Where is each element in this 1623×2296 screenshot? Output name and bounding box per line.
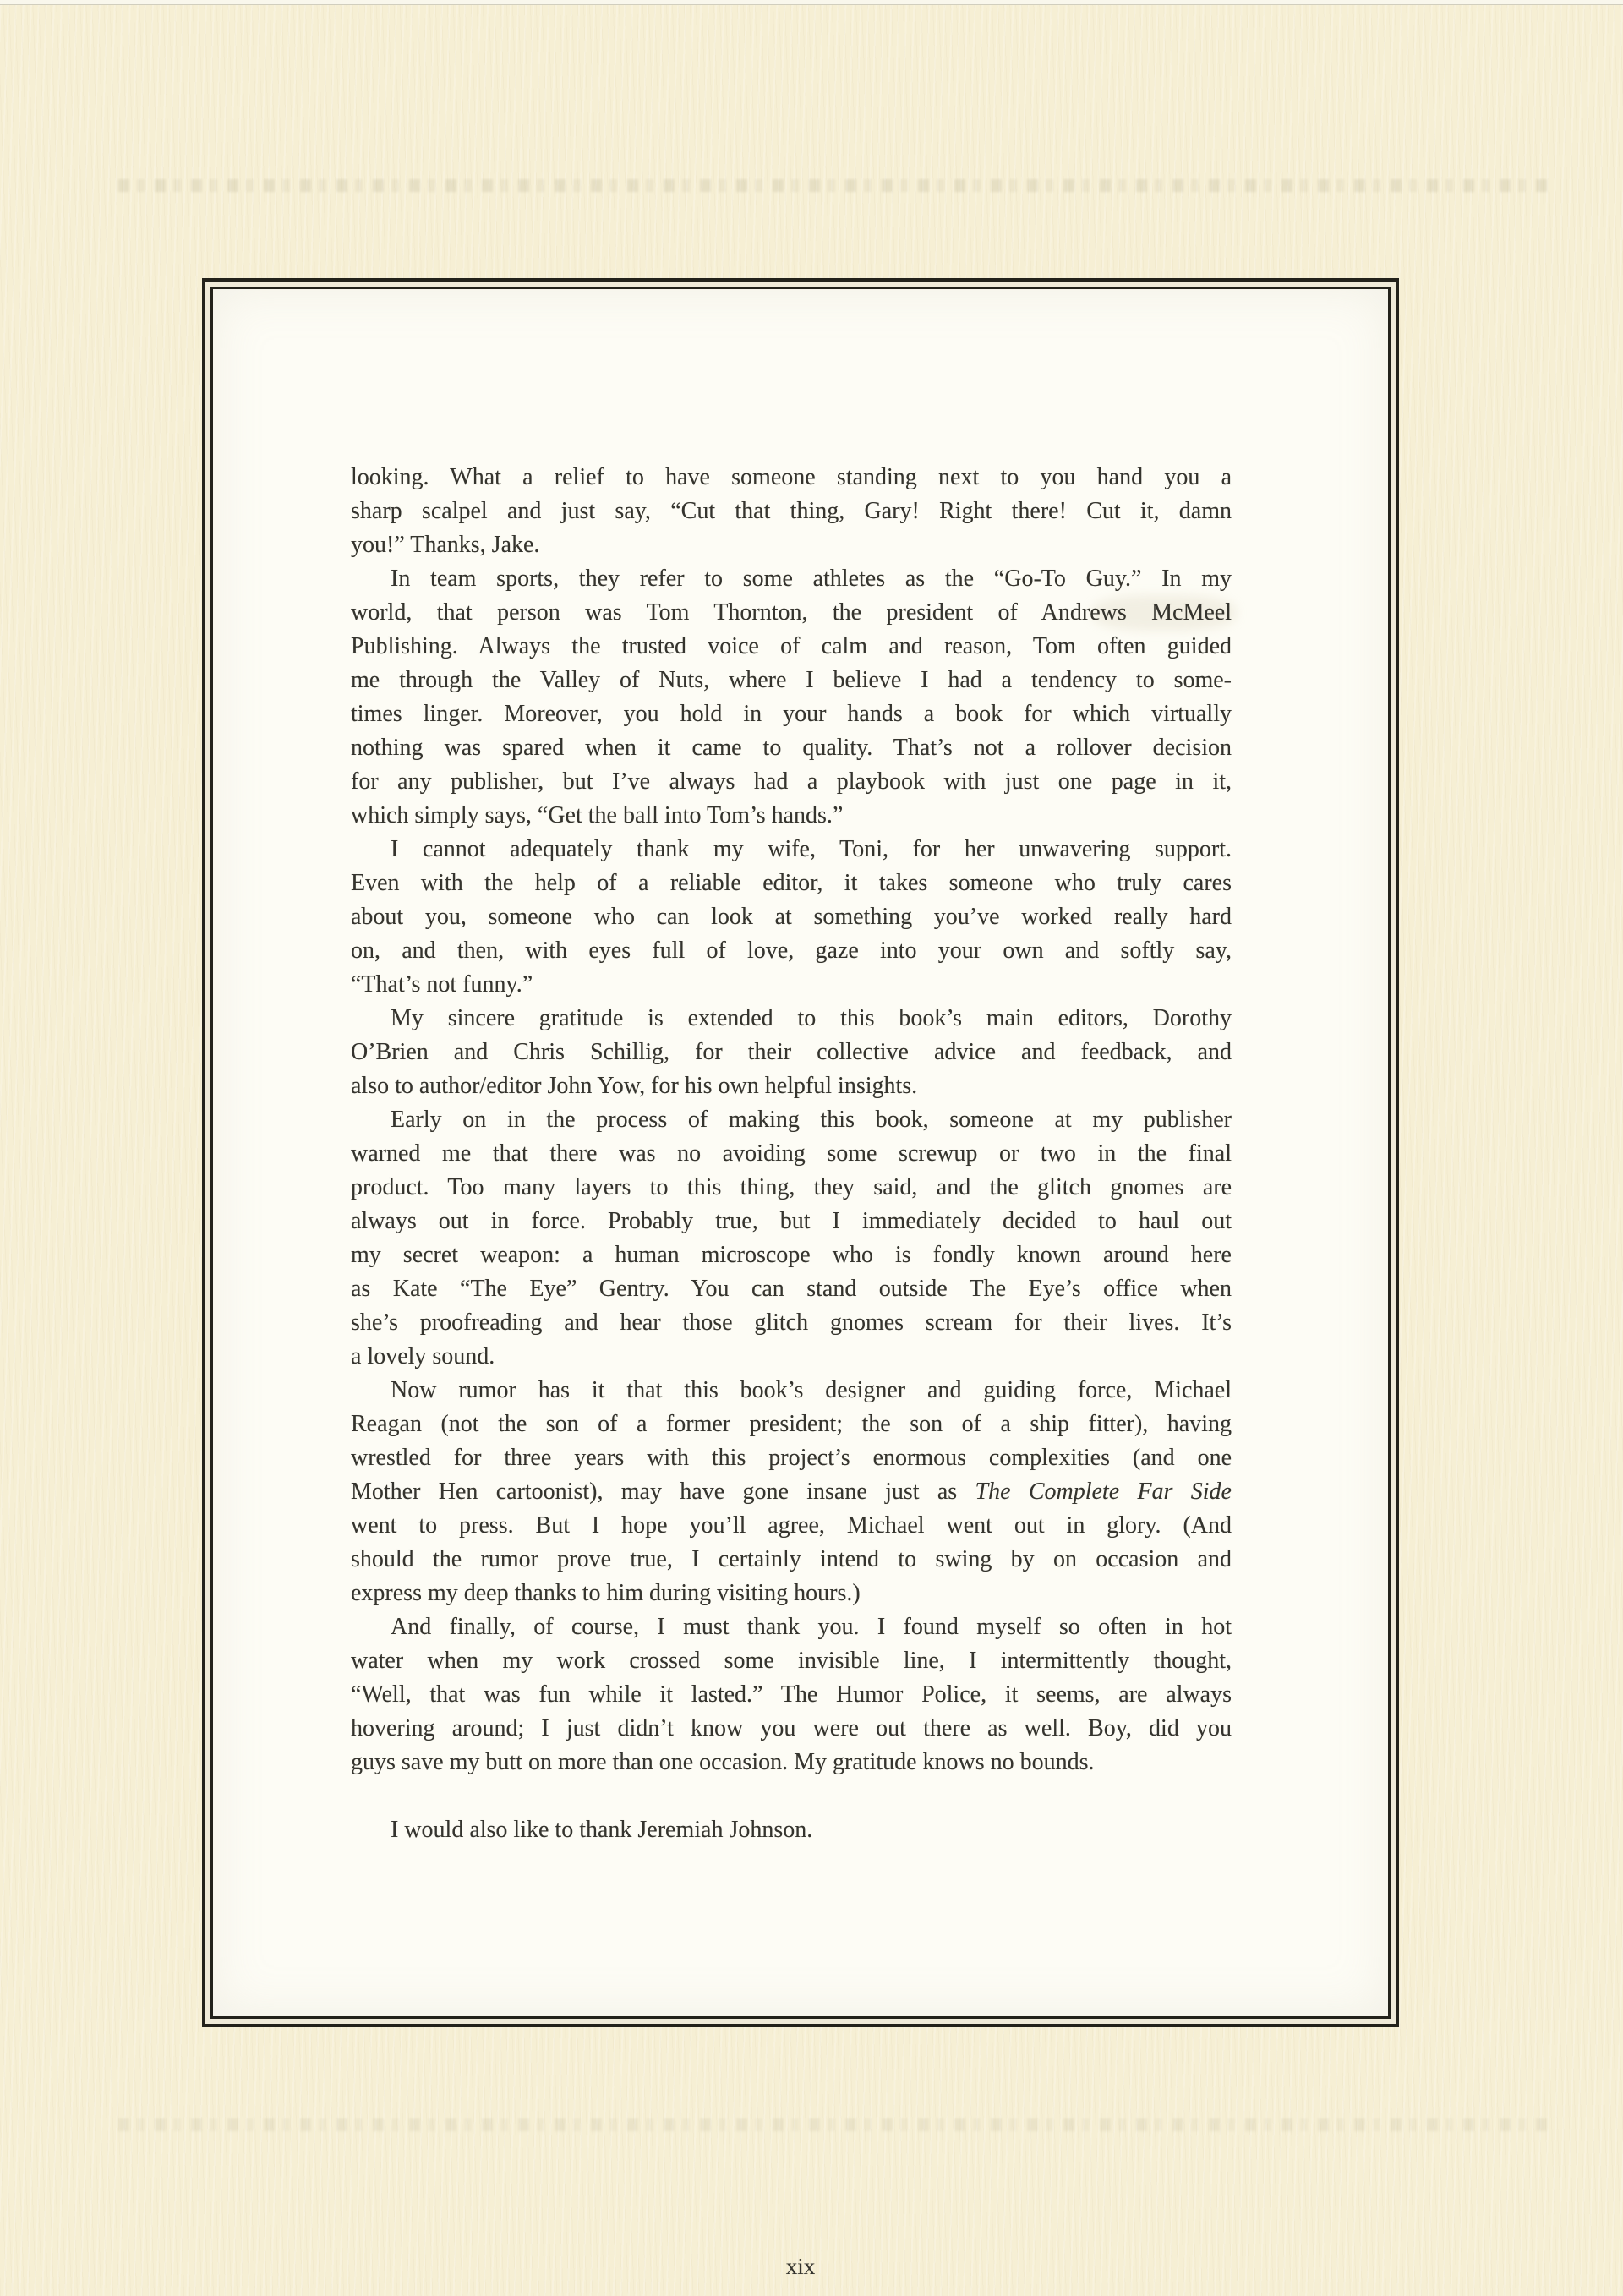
paragraph bbox=[351, 1610, 1232, 1779]
text-line: O’Brien and Chris Schillig, for their collective advice and feedback, and bbox=[351, 1039, 1232, 1065]
text-line: Now rumor has it that this book’s designer and guiding force, Michael bbox=[391, 1377, 1232, 1403]
text-line: about you, someone who can look at something you’ve worked really hard bbox=[351, 904, 1232, 930]
text-line: Even with the help of a reliable editor, it takes someone who truly cares bbox=[351, 870, 1232, 896]
paragraph bbox=[351, 1002, 1232, 1103]
text-line: on, and then, with eyes full of love, gaze into your own and softly say, bbox=[351, 938, 1232, 964]
text-line: me through the Valley of Nuts, where I believe I had a tendency to some- bbox=[351, 667, 1232, 693]
text-line: times linger. Moreover, you hold in your hands a book for which virtually bbox=[351, 701, 1232, 727]
text-line: my secret weapon: a human microscope who is fondly known around here bbox=[351, 1242, 1232, 1268]
text-line: world, that person was Tom Thornton, the president of Andrews McMeel bbox=[351, 599, 1232, 626]
text-line: Reagan (not the son of a former president; the son of a ship fitter), having bbox=[351, 1411, 1232, 1437]
page-frame-border bbox=[202, 278, 1399, 2027]
text-line: warned me that there was no avoiding some screwup or two in the final bbox=[351, 1140, 1232, 1167]
text-line: looking. What a relief to have someone standing next to you hand you a bbox=[351, 464, 1232, 490]
text-line: should the rumor prove true, I certainly intend to swing by on occasion and bbox=[351, 1546, 1232, 1572]
text-line: I cannot adequately thank my wife, Toni, for her unwavering support. bbox=[391, 836, 1232, 862]
text-line: I would also like to thank Jeremiah Johnson. bbox=[391, 1817, 813, 1843]
text-line: also to author/editor John Yow, for his own helpful insights. bbox=[351, 1073, 918, 1099]
text-line: a lovely sound. bbox=[351, 1343, 495, 1369]
text-line: Publishing. Always the trusted voice of calm and reason, Tom often guided bbox=[351, 633, 1232, 659]
text-line: went to press. But I hope you’ll agree, Michael went out in glory. (And bbox=[351, 1512, 1232, 1539]
scan-edge-strip bbox=[0, 0, 1623, 5]
text-line: she’s proofreading and hear those glitch gnomes scream for their lives. It’s bbox=[351, 1309, 1232, 1336]
text-line: express my deep thanks to him during visiting hours.) bbox=[351, 1580, 861, 1606]
paragraph bbox=[351, 1103, 1232, 1374]
bleed-through-band-bottom bbox=[118, 2118, 1547, 2131]
paragraph bbox=[351, 1374, 1232, 1610]
text-line bbox=[351, 1475, 1232, 1509]
text-line: My sincere gratitude is extended to this book’s main editors, Dorothy bbox=[391, 1005, 1232, 1031]
text-line: you!” Thanks, Jake. bbox=[351, 532, 540, 558]
text-line: And finally, of course, I must thank you. I found myself so often in hot bbox=[391, 1614, 1232, 1640]
text-line: wrestled for three years with this project’s enormous complexities (and one bbox=[351, 1445, 1232, 1471]
acknowledgments-text bbox=[351, 461, 1232, 1847]
paragraph bbox=[351, 461, 1232, 562]
text-line: Early on in the process of making this book, someone at my publisher bbox=[391, 1107, 1232, 1133]
paragraph bbox=[351, 833, 1232, 1002]
paragraph bbox=[351, 562, 1232, 833]
text-segment: Mother Hen cartoonist), may have gone insane just as bbox=[351, 1479, 975, 1505]
text-line: hovering around; I just didn’t know you were out there as well. Boy, did you bbox=[351, 1715, 1232, 1741]
text-line: In team sports, they refer to some athletes as the “Go-To Guy.” In my bbox=[391, 566, 1232, 592]
text-line: always out in force. Probably true, but I immediately decided to haul out bbox=[351, 1208, 1232, 1234]
bleed-through-band-top bbox=[118, 179, 1547, 192]
text-line: “That’s not funny.” bbox=[351, 971, 533, 998]
text-line: water when my work crossed some invisible line, I intermittently thought, bbox=[351, 1648, 1232, 1674]
page-inner bbox=[210, 287, 1391, 2019]
text-line: “Well, that was fun while it lasted.” The Humor Police, it seems, are always bbox=[351, 1681, 1232, 1708]
text-line: sharp scalpel and just say, “Cut that thing, Gary! Right there! Cut it, damn bbox=[351, 498, 1232, 524]
text-line: as Kate “The Eye” Gentry. You can stand outside The Eye’s office when bbox=[351, 1276, 1232, 1302]
text-line: which simply says, “Get the ball into Tom’s hands.” bbox=[351, 802, 844, 828]
page-number: xix bbox=[785, 2254, 816, 2279]
text-line: guys save my butt on more than one occasion. My gratitude knows no bounds. bbox=[351, 1749, 1095, 1775]
text-line: for any publisher, but I’ve always had a playbook with just one page in it, bbox=[351, 768, 1232, 795]
book-title-italic: The Complete Far Side bbox=[975, 1479, 1232, 1505]
paragraph bbox=[351, 1813, 1232, 1847]
text-line: nothing was spared when it came to quality. That’s not a rollover decision bbox=[351, 735, 1232, 761]
text-line: product. Too many layers to this thing, they said, and the glitch gnomes are bbox=[351, 1174, 1232, 1200]
